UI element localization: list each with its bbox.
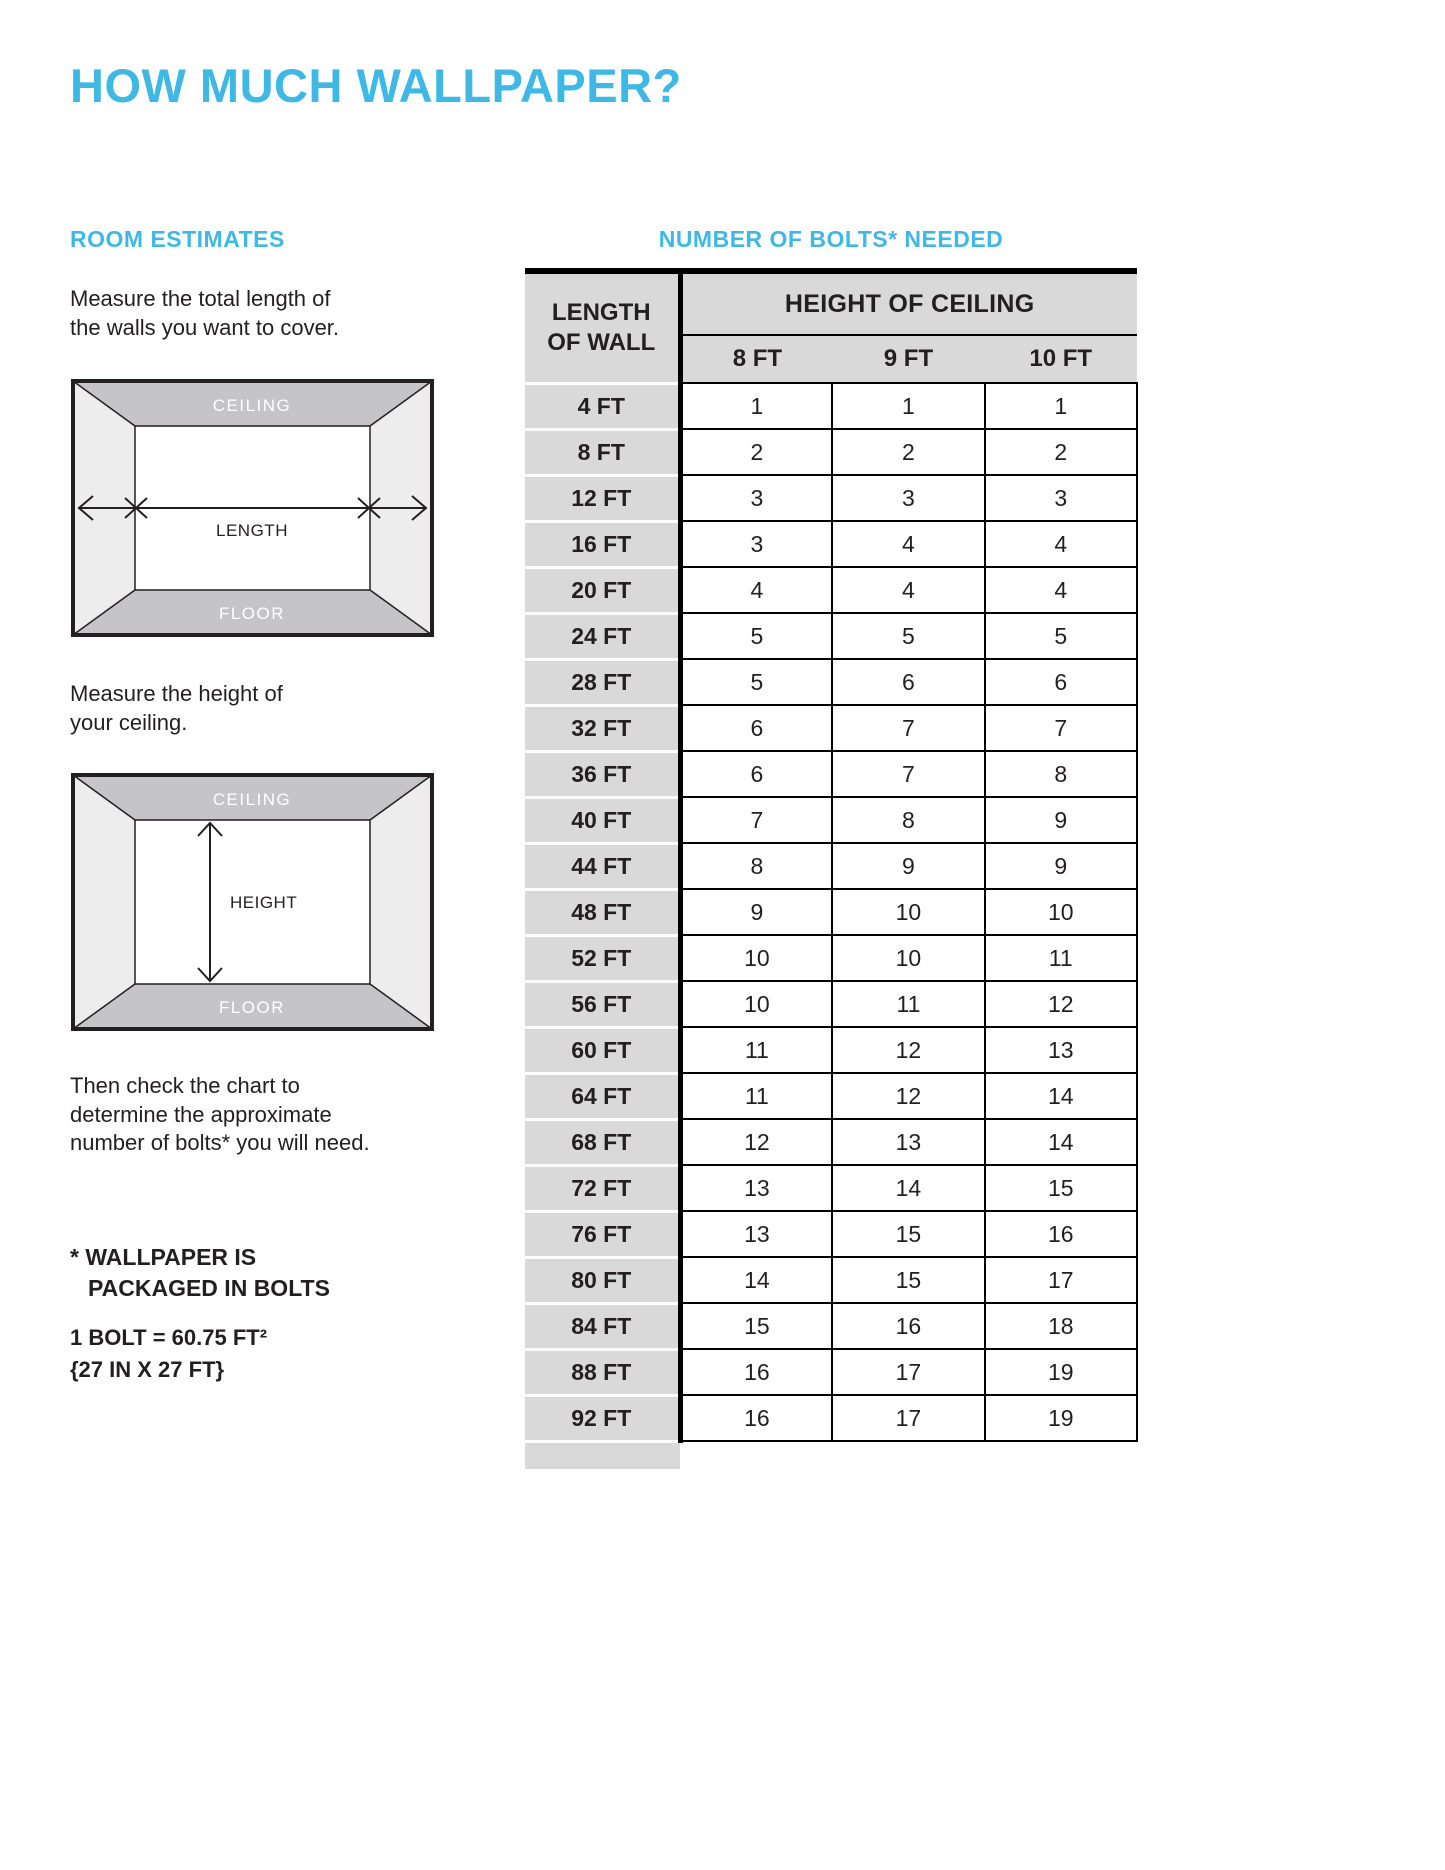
- row-length-label: 48 FT: [525, 889, 680, 935]
- bolt-count-9ft: 1: [832, 383, 984, 429]
- table-row: [525, 889, 1137, 935]
- table-row: [525, 383, 1137, 429]
- bolt-count-9ft: 9: [832, 843, 984, 889]
- bolt-count-10ft: 19: [985, 1395, 1137, 1441]
- row-length-label: 80 FT: [525, 1257, 680, 1303]
- bolt-count-9ft: 4: [832, 567, 984, 613]
- bolt-size-line-1: 1 BOLT = 60.75 FT²: [70, 1325, 268, 1350]
- table-row: [525, 521, 1137, 567]
- height-label: HEIGHT: [230, 893, 298, 912]
- table-row: [525, 1027, 1137, 1073]
- row-length-label: 12 FT: [525, 475, 680, 521]
- bolt-count-9ft: 6: [832, 659, 984, 705]
- row-length-label: 56 FT: [525, 981, 680, 1027]
- bolt-table-body: [525, 383, 1137, 1441]
- bolt-count-9ft: 7: [832, 751, 984, 797]
- row-length-label: 40 FT: [525, 797, 680, 843]
- bolt-count-8ft: 11: [680, 1027, 832, 1073]
- table-row: [525, 475, 1137, 521]
- row-length-label: 28 FT: [525, 659, 680, 705]
- bolt-count-8ft: 6: [680, 751, 832, 797]
- bolt-count-8ft: 12: [680, 1119, 832, 1165]
- ceiling-label: CEILING: [212, 396, 292, 415]
- table-row: [525, 981, 1137, 1027]
- row-length-label: 24 FT: [525, 613, 680, 659]
- bolt-count-8ft: 16: [680, 1349, 832, 1395]
- bolt-count-10ft: 14: [985, 1119, 1137, 1165]
- bolt-count-10ft: 9: [985, 843, 1137, 889]
- bolt-count-10ft: 13: [985, 1027, 1137, 1073]
- row-length-label: 4 FT: [525, 383, 680, 429]
- table-header-row-1: [525, 271, 1137, 335]
- bolt-count-8ft: 16: [680, 1395, 832, 1441]
- table-column-tail: [525, 1443, 680, 1469]
- table-row: [525, 1303, 1137, 1349]
- bolt-count-10ft: 8: [985, 751, 1137, 797]
- bolt-count-9ft: 5: [832, 613, 984, 659]
- bolt-count-8ft: 11: [680, 1073, 832, 1119]
- bolt-count-10ft: 9: [985, 797, 1137, 843]
- bolt-count-9ft: 15: [832, 1257, 984, 1303]
- bolt-count-8ft: 14: [680, 1257, 832, 1303]
- table-row: [525, 705, 1137, 751]
- bolt-count-9ft: 10: [832, 889, 984, 935]
- table-row: [525, 1395, 1137, 1441]
- table-row: [525, 567, 1137, 613]
- bolt-count-9ft: 4: [832, 521, 984, 567]
- row-length-label: 52 FT: [525, 935, 680, 981]
- page-title: HOW MUCH WALLPAPER?: [70, 59, 682, 112]
- bolt-count-10ft: 15: [985, 1165, 1137, 1211]
- table-row: [525, 1119, 1137, 1165]
- table-row: [525, 613, 1137, 659]
- bolt-count-8ft: 3: [680, 475, 832, 521]
- bolt-count-8ft: 6: [680, 705, 832, 751]
- bolt-count-9ft: 2: [832, 429, 984, 475]
- table-row: [525, 1073, 1137, 1119]
- bolt-count-10ft: 2: [985, 429, 1137, 475]
- bolt-count-9ft: 14: [832, 1165, 984, 1211]
- bolt-count-9ft: 13: [832, 1119, 984, 1165]
- table-row: [525, 797, 1137, 843]
- bolt-count-8ft: 5: [680, 659, 832, 705]
- bolt-count-8ft: 13: [680, 1211, 832, 1257]
- note-line-2: PACKAGED IN BOLTS: [88, 1275, 330, 1302]
- bolt-count-10ft: 3: [985, 475, 1137, 521]
- bolt-count-9ft: 12: [832, 1073, 984, 1119]
- bolt-size-info: [70, 1322, 267, 1386]
- length-of-wall-header: LENGTH OF WALL: [525, 271, 680, 383]
- row-length-label: 64 FT: [525, 1073, 680, 1119]
- row-length-label: 92 FT: [525, 1395, 680, 1441]
- column-header-8ft: 8 FT: [680, 335, 832, 383]
- room-length-diagram: [70, 378, 435, 638]
- column-header-9ft: 9 FT: [832, 335, 984, 383]
- bolt-count-8ft: 9: [680, 889, 832, 935]
- bolt-count-10ft: 6: [985, 659, 1137, 705]
- bolt-count-9ft: 12: [832, 1027, 984, 1073]
- table-row: [525, 843, 1137, 889]
- bolt-count-10ft: 5: [985, 613, 1137, 659]
- bolt-count-8ft: 1: [680, 383, 832, 429]
- row-length-label: 36 FT: [525, 751, 680, 797]
- instruction-measure-height: Measure the height of your ceiling.: [70, 681, 283, 735]
- column-header-10ft: 10 FT: [985, 335, 1137, 383]
- height-of-ceiling-header: HEIGHT OF CEILING: [680, 271, 1137, 335]
- bolt-count-10ft: 16: [985, 1211, 1137, 1257]
- bolt-count-10ft: 10: [985, 889, 1137, 935]
- bolt-count-8ft: 4: [680, 567, 832, 613]
- bolt-count-10ft: 18: [985, 1303, 1137, 1349]
- table-row: [525, 751, 1137, 797]
- bolt-count-9ft: 11: [832, 981, 984, 1027]
- table-row: [525, 1349, 1137, 1395]
- table-row: [525, 1165, 1137, 1211]
- table-row: [525, 1211, 1137, 1257]
- row-length-label: 32 FT: [525, 705, 680, 751]
- bolt-count-10ft: 12: [985, 981, 1137, 1027]
- bolt-count-10ft: 1: [985, 383, 1137, 429]
- instruction-measure-length: Measure the total length of the walls you want to cover.: [70, 286, 340, 340]
- bolt-count-10ft: 11: [985, 935, 1137, 981]
- bolt-count-10ft: 4: [985, 567, 1137, 613]
- bolt-count-8ft: 15: [680, 1303, 832, 1349]
- row-length-label: 20 FT: [525, 567, 680, 613]
- bolt-count-10ft: 7: [985, 705, 1137, 751]
- bolt-count-8ft: 10: [680, 935, 832, 981]
- bolt-count-9ft: 3: [832, 475, 984, 521]
- row-length-label: 16 FT: [525, 521, 680, 567]
- table-row: [525, 429, 1137, 475]
- table-row: [525, 1257, 1137, 1303]
- bolt-count-10ft: 14: [985, 1073, 1137, 1119]
- row-length-label: 68 FT: [525, 1119, 680, 1165]
- table-row: [525, 935, 1137, 981]
- bolt-count-9ft: 8: [832, 797, 984, 843]
- bolt-count-10ft: 4: [985, 521, 1137, 567]
- row-length-label: 60 FT: [525, 1027, 680, 1073]
- row-length-label: 44 FT: [525, 843, 680, 889]
- bolt-table: [525, 268, 1138, 1443]
- bolt-count-9ft: 10: [832, 935, 984, 981]
- bolts-needed-heading: NUMBER OF BOLTS* NEEDED: [658, 226, 1004, 252]
- bolt-count-8ft: 13: [680, 1165, 832, 1211]
- row-length-label: 76 FT: [525, 1211, 680, 1257]
- room-height-diagram: [70, 772, 435, 1032]
- floor-label: FLOOR: [218, 998, 286, 1017]
- row-length-label: 88 FT: [525, 1349, 680, 1395]
- bolt-packaging-note: [70, 1242, 330, 1304]
- bolt-count-10ft: 17: [985, 1257, 1137, 1303]
- instruction-check-chart: Then check the chart to determine the approximate number of bolts* you will need.: [70, 1073, 370, 1156]
- row-length-label: 84 FT: [525, 1303, 680, 1349]
- bolt-size-line-2: {27 IN X 27 FT}: [70, 1356, 225, 1382]
- bolt-count-9ft: 15: [832, 1211, 984, 1257]
- table-row: [525, 659, 1137, 705]
- bolt-count-8ft: 8: [680, 843, 832, 889]
- floor-label: FLOOR: [218, 604, 286, 623]
- bolt-count-8ft: 3: [680, 521, 832, 567]
- bolt-count-8ft: 7: [680, 797, 832, 843]
- bolt-table-container: [525, 268, 1137, 1469]
- row-length-label: 72 FT: [525, 1165, 680, 1211]
- ceiling-label: CEILING: [212, 790, 292, 809]
- bolt-count-9ft: 16: [832, 1303, 984, 1349]
- bolt-count-9ft: 7: [832, 705, 984, 751]
- bolt-count-8ft: 10: [680, 981, 832, 1027]
- note-line-1: * WALLPAPER IS: [70, 1244, 257, 1270]
- length-label: LENGTH: [216, 521, 288, 540]
- bolt-count-9ft: 17: [832, 1349, 984, 1395]
- bolt-count-9ft: 17: [832, 1395, 984, 1441]
- room-estimates-heading: ROOM ESTIMATES: [70, 226, 285, 252]
- row-length-label: 8 FT: [525, 429, 680, 475]
- bolt-count-8ft: 2: [680, 429, 832, 475]
- bolt-count-8ft: 5: [680, 613, 832, 659]
- bolt-count-10ft: 19: [985, 1349, 1137, 1395]
